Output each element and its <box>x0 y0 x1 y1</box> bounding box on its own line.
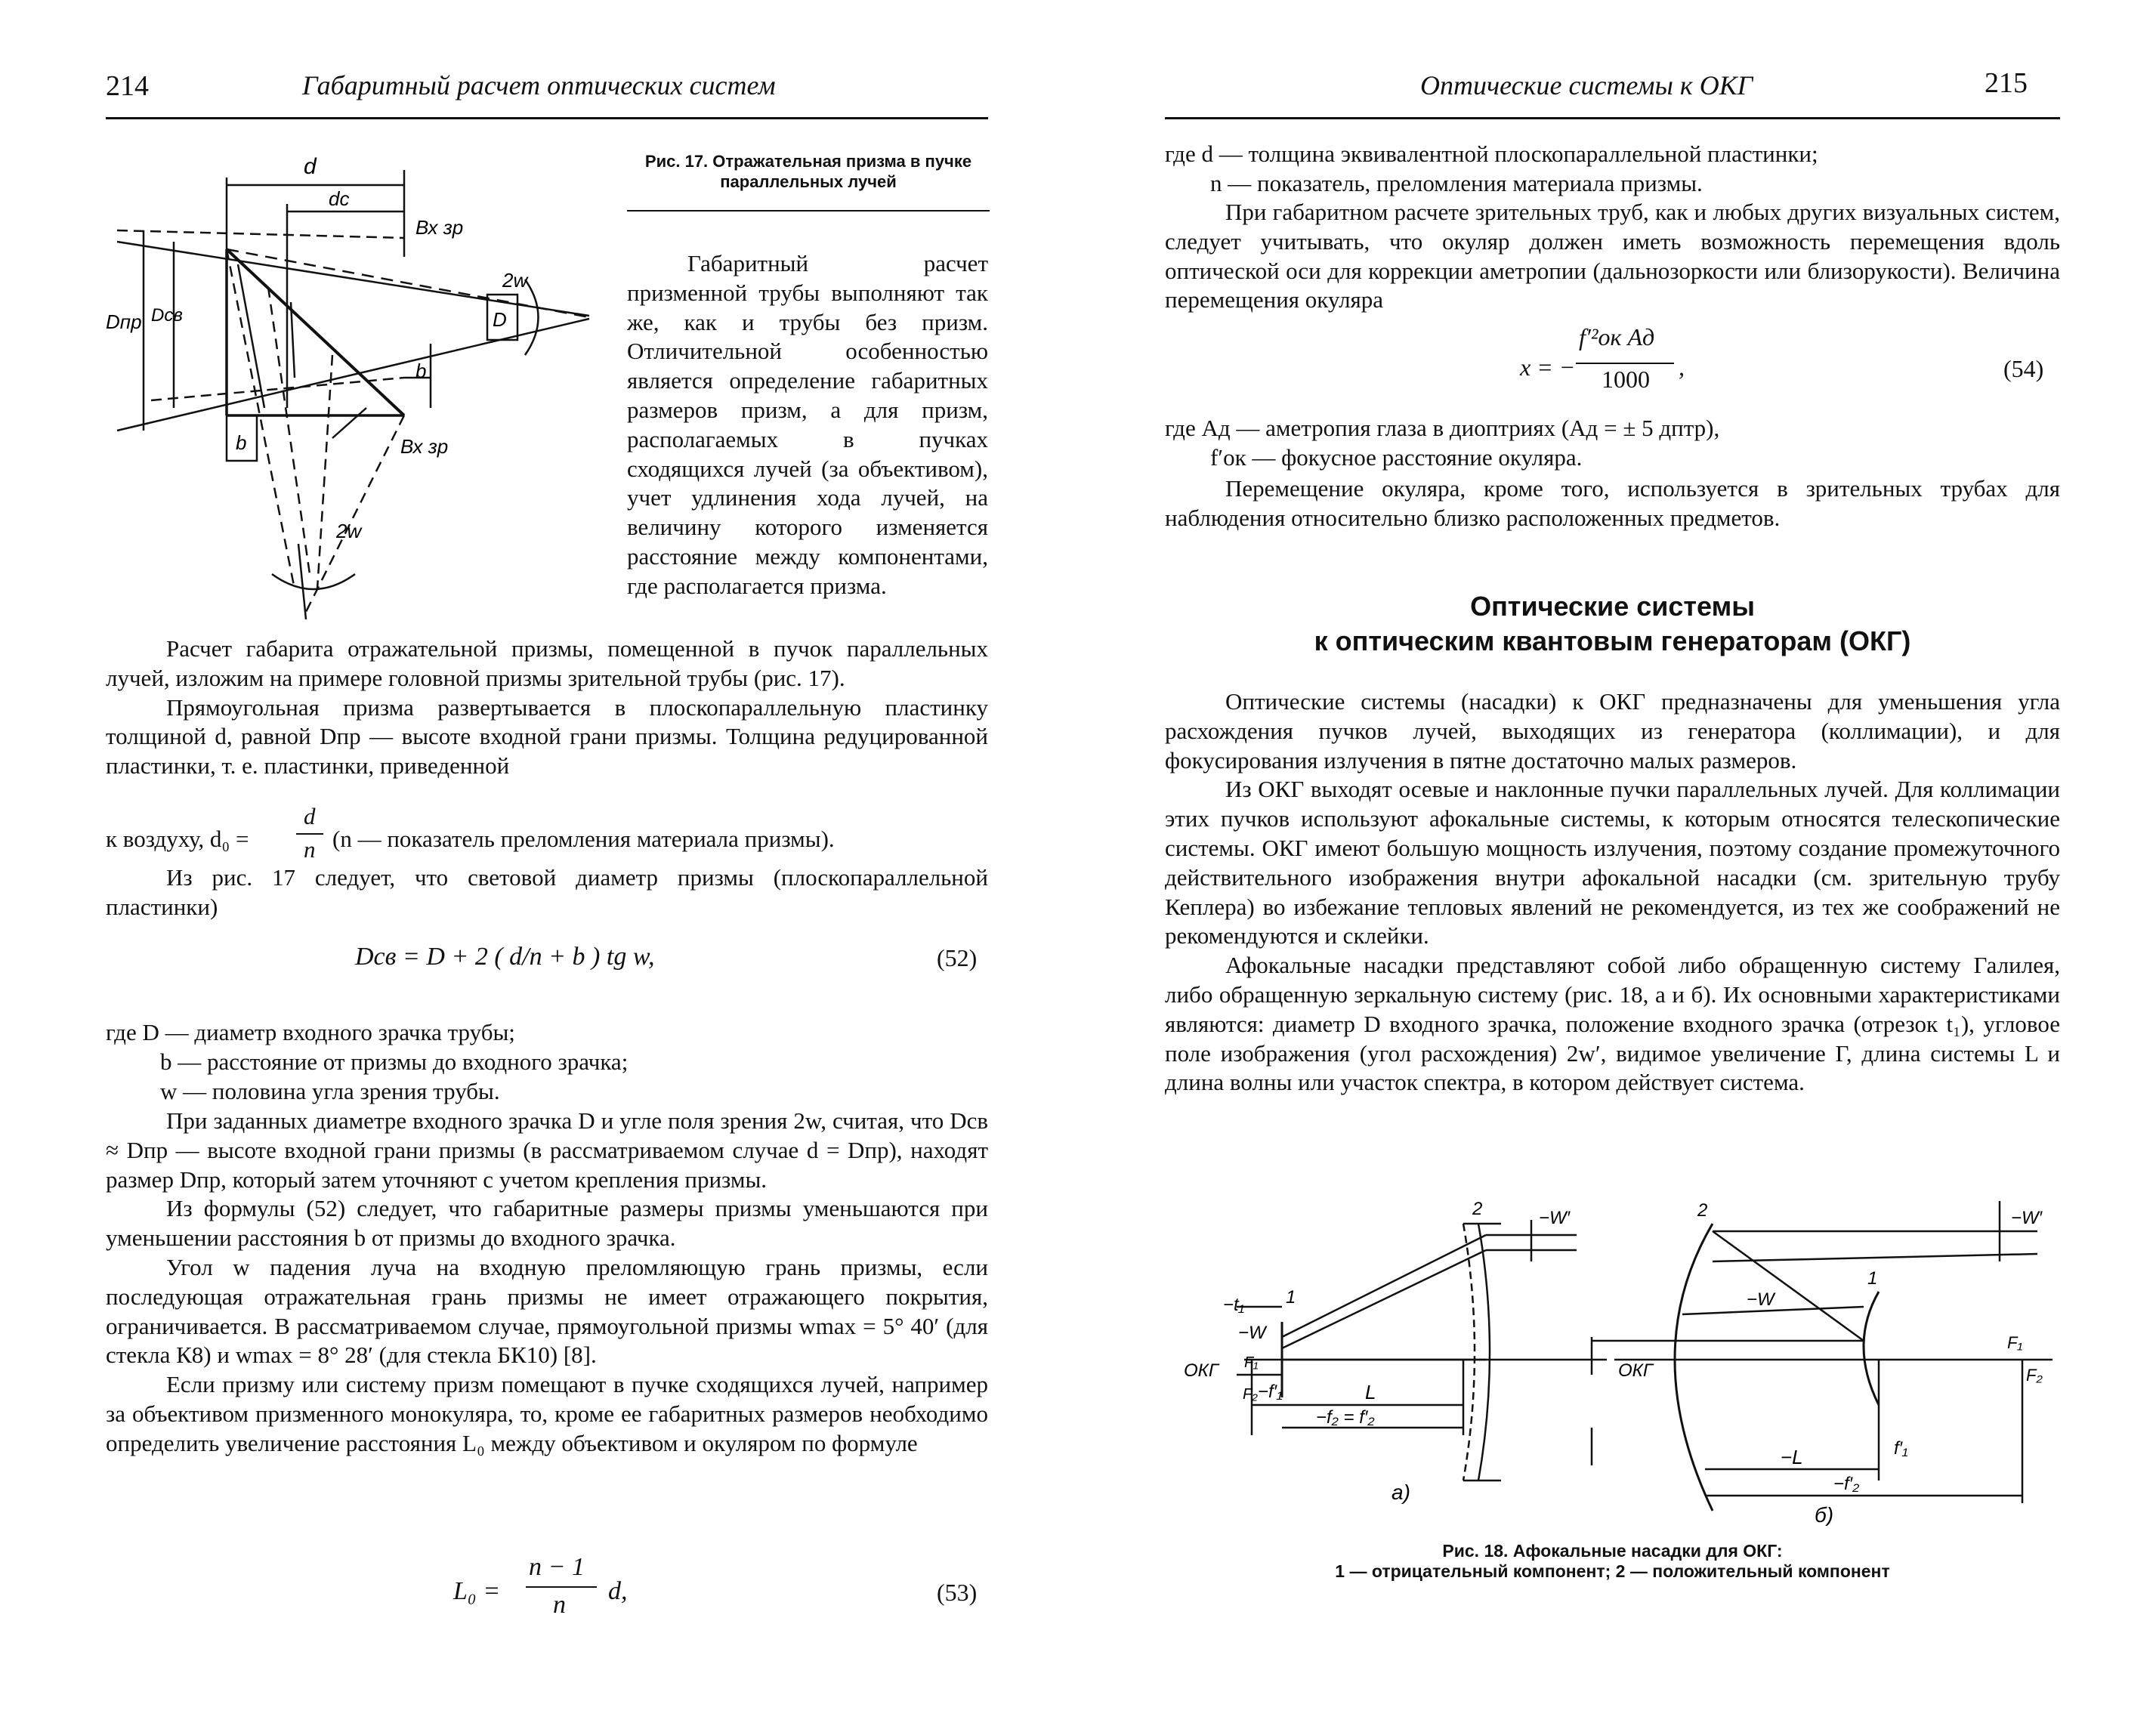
fig18a-f1: F₁ <box>1244 1354 1259 1371</box>
fig17-label-D: D <box>493 308 507 331</box>
fig18a-w: −W <box>1238 1323 1266 1343</box>
header-rule-right <box>1165 117 2060 119</box>
left-body-p3 <box>106 863 988 922</box>
eq53-bar <box>526 1586 597 1588</box>
fig17-label-b-left: b <box>236 431 247 454</box>
running-head-right: Оптические системы к ОКГ <box>1420 70 1753 100</box>
right-page <box>1078 0 2156 1726</box>
running-head-left: Габаритный расчет оптических систем <box>302 70 776 100</box>
eq53-num: n − 1 <box>529 1553 585 1581</box>
fig18b-f1: F₁ <box>2007 1333 2023 1352</box>
fig18b-f2: F₂ <box>2026 1366 2043 1385</box>
where-d: где d — толщина эквивалентной плоскопараллельной пластинки; <box>1165 140 1818 167</box>
side-paragraph: Габаритный расчет призменной трубы выполняют так же, как и трубы без призм. Отличительной особенностью является определение габаритных размеров призм, а для призм, располагаемых в пучках сходящихся лучей (за объективом), учет удлинения хода лучей, на величину которого изменяется расстояние между компонентами, где располагается призма. <box>627 250 988 599</box>
eq53-right: d, <box>608 1577 628 1605</box>
paragraph-2: Прямоугольная призма развертывается в плоскопараллельную пластинку толщиной d, равной Dпр — высоте входной грани призмы. Толщина редуцированной пластинки, т. е. пластинки, приведенной <box>106 693 988 780</box>
eq54-bar <box>1576 363 1674 364</box>
page-number-right: 215 <box>1985 67 2028 99</box>
heading-line-1: Оптические системы <box>1470 591 1755 622</box>
fig18a-f2: F₂ <box>1243 1386 1258 1403</box>
paragraph-3: Из рис. 17 следует, что световой диаметр призмы (плоскопараллельной пластинки) <box>106 864 988 920</box>
reduced-frac-bar <box>296 833 323 835</box>
where-list-left <box>106 1018 988 1106</box>
equation-54-number: (54) <box>2003 355 2044 382</box>
fig18a-f1p: −f′₁ <box>1258 1382 1283 1402</box>
figure-18-caption-line-1: Рис. 18. Афокальные насадки для ОКГ: <box>1442 1541 1783 1561</box>
equation-53 <box>453 1553 680 1624</box>
paragraph-1: Расчет габарита отражательной призмы, помещенной в пучок параллельных лучей, изложим на примере головной призмы зрительной трубы (рис. 17). <box>106 635 988 691</box>
fig18-label-b: б) <box>1815 1503 1834 1526</box>
paragraph-r3: Оптические системы (насадки) к ОКГ предназначены для уменьшения угла расхождения пучков лучей, выходящих из генератора (коллимации), и для фокусирования излучения в пятне достаточно малых размеров. <box>1165 688 2060 773</box>
reduced-frac-num: d <box>304 803 316 829</box>
reduced-right: (n — показатель преломления материала призмы). <box>332 826 835 852</box>
fig18b-two: 2 <box>1697 1200 1708 1221</box>
paragraph-r4: Из ОКГ выходят осевые и наклонные пучки параллельных лучей. Для коллимации этих пучков используют афокальные системы, к которым относятся телескопические системы. ОКГ имеют большую мощность излучения, поэтому создание промежуточного действительного изображения внутри афокальной насадки (см. зрительную трубу Кеплера) во избежание тепловых явлений не рекомендуется, из тех же соображений не рекомендуются и склейки. <box>1165 776 2060 949</box>
fig17-label-2w-right: 2w <box>502 269 528 292</box>
where-w: w — половина угла зрения трубы. <box>160 1077 500 1104</box>
where-ad: где Aд — аметропия глаза в диоптриях (Aд = ± 5 дптр), <box>1165 415 1720 441</box>
fig18a-one: 1 <box>1286 1287 1296 1308</box>
fig17-label-vxzp-bottom: Вх зр <box>400 435 449 458</box>
fig17-label-d: d <box>304 154 317 179</box>
fig17-label-b-right: b <box>415 360 427 382</box>
fig18b-wprime: −W′ <box>2011 1208 2043 1228</box>
fig18b-f1p: f′₁ <box>1894 1438 1908 1459</box>
fig17-label-dpr: Dпр <box>106 310 142 333</box>
fig18a-okg: ОКГ <box>1184 1360 1219 1381</box>
paragraph-7: Если призму или систему призм помещают в пучке сходящихся лучей, например за объективом призменного монокуляра, то, кроме ее габаритных размеров необходимо определить увеличение расстояния L₀ между объективом и окуляром по формуле <box>106 1371 988 1456</box>
where-D: где D — диаметр входного зрачка трубы; <box>106 1019 515 1045</box>
fig18b-L: −L <box>1781 1446 1803 1468</box>
fig18b-okg: ОКГ <box>1618 1360 1653 1381</box>
fig17-label-dc: dc <box>329 187 350 210</box>
page-number-left: 214 <box>106 70 149 102</box>
figure-17-diagram <box>106 151 619 619</box>
equation-54 <box>1520 323 1747 399</box>
fig18b-w: −W <box>1747 1289 1775 1310</box>
eq53-den: n <box>553 1591 566 1619</box>
fig17-label-vxzp-top: Вх зр <box>415 216 464 239</box>
heading-line-2: к оптическим квантовым генераторам (ОКГ) <box>1314 625 1911 656</box>
figure-18-caption-line-2: 1 — отрицательный компонент; 2 — положительный компонент <box>1335 1561 1890 1581</box>
where-b: b — расстояние от призмы до входного зрачка; <box>160 1048 629 1075</box>
figure-18-diagram <box>1184 1178 2060 1526</box>
caption-rule <box>627 210 990 212</box>
reduced-thickness-line <box>106 803 988 863</box>
fig18a-L: L <box>1365 1381 1376 1403</box>
left-body-bottom <box>106 1107 988 1459</box>
equation-52-number: (52) <box>937 944 978 971</box>
where-list-right <box>1165 140 2060 199</box>
right-body-main <box>1165 687 2060 1098</box>
fig18a-f2eq: −f₂ = f′₂ <box>1316 1407 1375 1428</box>
side-text <box>627 249 988 601</box>
paragraph-r2: Перемещение окуляра, кроме того, используется в зрительных трубах для наблюдения относительно близко расположенных предметов. <box>1165 475 2060 531</box>
eq54-den: 1000 <box>1602 366 1650 393</box>
fig18a-t1: −t₁ <box>1223 1295 1245 1315</box>
right-body-p1 <box>1165 198 2060 315</box>
header-rule-left <box>106 117 988 119</box>
where-n: n — показатель, преломления материала призмы. <box>1210 169 1703 196</box>
paragraph-r1: При габаритном расчете зрительных труб, как и любых других визуальных систем, следует учитывать, что окуляр должен иметь возможность перемещения вдоль оптической оси для коррекции аметропии (дальнозоркости или близорукости). Величина перемещения окуляра <box>1165 199 2060 313</box>
fig18b-one: 1 <box>1867 1268 1878 1289</box>
figure-18-caption <box>1165 1541 2060 1582</box>
reduced-frac-den: n <box>304 836 316 863</box>
left-body-top <box>106 635 988 781</box>
paragraph-5: Из формулы (52) следует, что габаритные размеры призмы уменьшаются при уменьшении расстояния b от призмы до входного зрачка. <box>106 1195 988 1252</box>
where-fok: f′ок — фокусное расстояние окуляра. <box>1210 443 1583 471</box>
figure-17-caption: Рис. 17. Отражательная призма в пучке параллельных лучей <box>644 152 972 191</box>
fig18a-wprime: −W′ <box>1539 1208 1571 1228</box>
section-heading <box>1165 589 2060 659</box>
paragraph-4: При заданных диаметре входного зрачка D и угле поля зрения 2w, считая, что Dсв ≈ Dпр — высоте входной грани призмы (в рассматриваемом случае d = Dпр), находят размер Dпр, который затем уточняют с учетом крепления призмы. <box>106 1107 988 1193</box>
where-list-right-2 <box>1165 414 2060 473</box>
fig18a-two: 2 <box>1472 1199 1483 1219</box>
right-body-p2 <box>1165 474 2060 533</box>
equation-52: Dсв = D + 2 ( d/n + b ) tg w, <box>355 943 655 971</box>
paragraph-6: Угол w падения луча на входную преломляющую грань призмы, если последующая отражательная грань призмы не имеет отражающего покрытия, ограничивается. В рассматриваемом случае, прямоугольной призмы wmax = 5° 40′ (для стекла К8) и wmax = 8° 28′ (для стекла БК10) [8]. <box>106 1253 988 1369</box>
reduced-left: к воздуху, d₀ = <box>106 826 249 852</box>
eq53-left: L₀ = <box>453 1577 501 1605</box>
equation-53-number: (53) <box>937 1579 978 1606</box>
fig18-label-a: а) <box>1392 1481 1410 1504</box>
paragraph-r5: Афокальные насадки представляют собой либо обращенную систему Галилея, либо обращенную зеркальную систему (рис. 18, а и б). Их основными характеристиками являются: диаметр D входного зрачка, положение входного зрачка (отрезок t₁), угловое поле изображения (угол расхождения) 2w′, видимое увеличение Г, длина системы L и длина волны или участок спектра, в котором действует система. <box>1165 952 2060 1096</box>
eq54-right: , <box>1679 354 1685 381</box>
eq54-left: x = − <box>1520 354 1576 381</box>
fig18b-f2p: −f′₂ <box>1833 1474 1860 1494</box>
fig17-label-dsv: Dсв <box>151 305 183 326</box>
eq54-num: f′²ок Aд <box>1579 323 1655 350</box>
fig17-label-2w-bottom: 2w <box>336 520 362 542</box>
